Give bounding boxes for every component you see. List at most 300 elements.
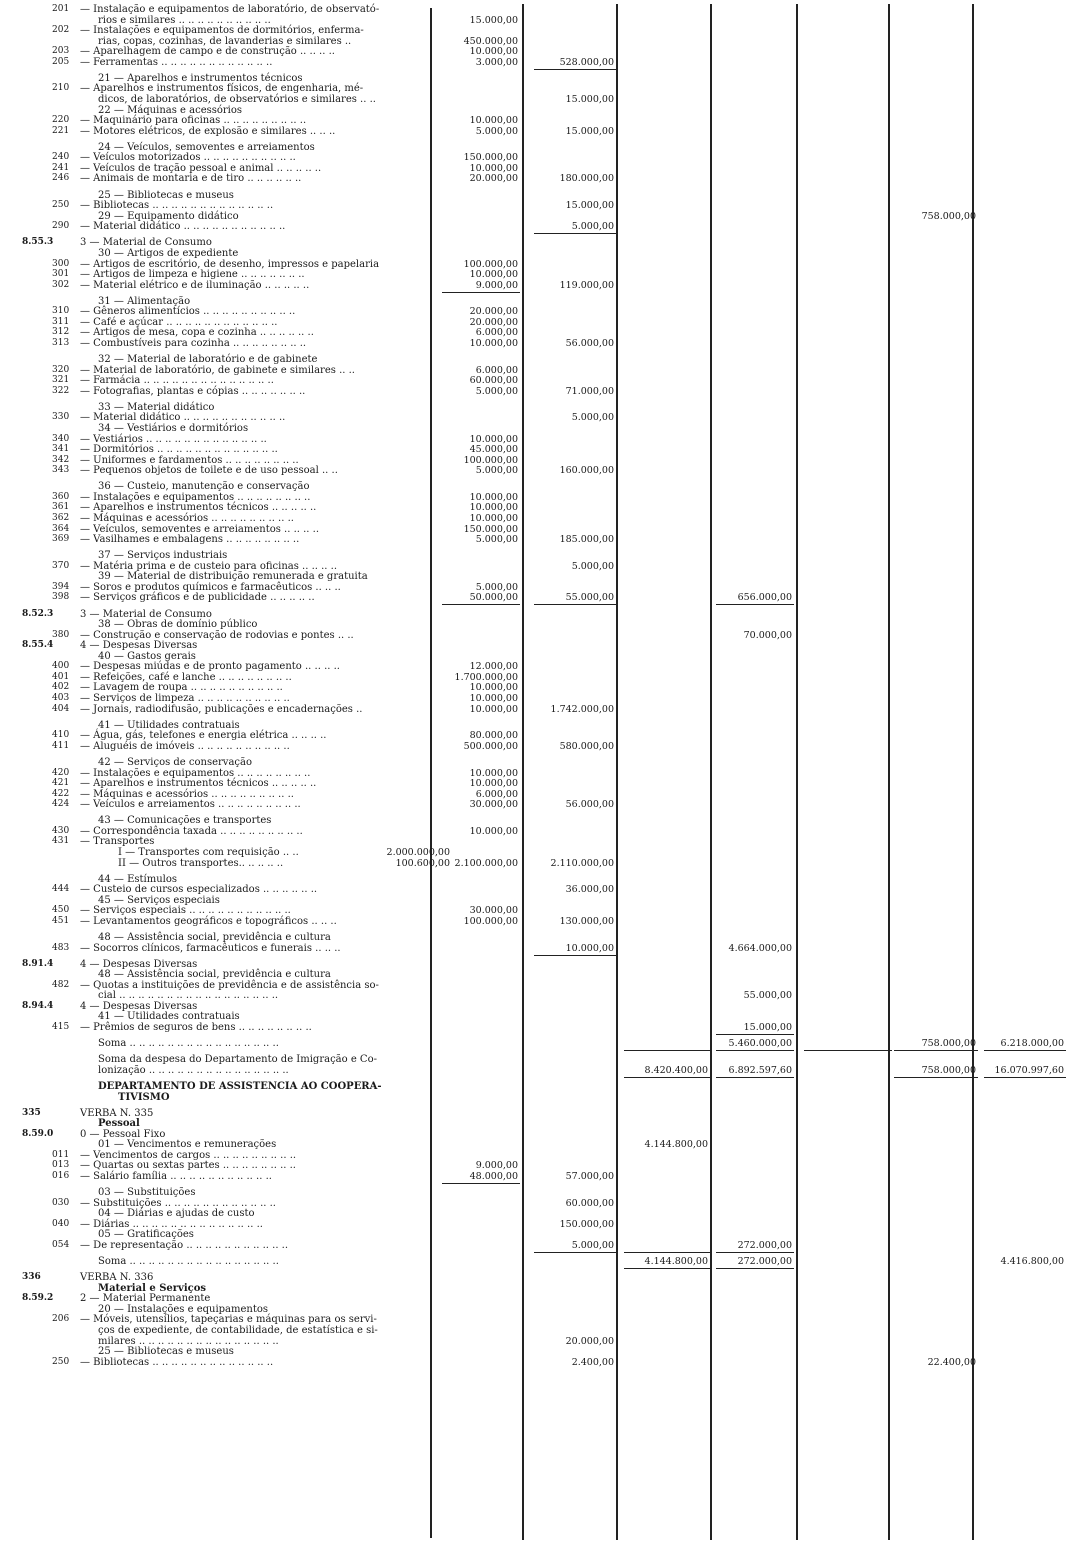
row-label: — Diárias .. .. .. .. .. .. .. .. .. .. .. .. .. .. [80, 1218, 263, 1230]
row-code: 341 [52, 444, 70, 455]
amount-cell: 15.000,00 [743, 1022, 792, 1033]
amount-cell: 3.000,00 [475, 56, 518, 68]
total-rule [442, 604, 520, 605]
row-label: — Artigos de mesa, copa e cozinha .. .. .. .. .. .. [80, 327, 314, 339]
total-rule [894, 1050, 978, 1051]
row-code: 241 [52, 162, 70, 173]
row-code: 402 [52, 682, 70, 693]
row-label: — Serviços gráficos e de publicidade .. .. .. .. .. [80, 592, 315, 604]
row-label: 3 — Material de Consumo [80, 237, 212, 249]
row-label: — Serviços especiais .. .. .. .. .. .. .. .. .. .. .. [80, 905, 291, 917]
row-label: VERBA N. 336 [80, 1272, 154, 1284]
row-code: 322 [52, 385, 70, 396]
row-code: 415 [52, 1022, 70, 1032]
column-rule [710, 4, 712, 1540]
row-label: — Serviços de limpeza .. .. .. .. .. .. .. .. .. .. [80, 693, 290, 704]
amount-cell: 10.000,00 [469, 491, 518, 503]
row-label: — Bibliotecas .. .. .. .. .. .. .. .. .. .. .. .. .. [80, 1356, 274, 1368]
row-label: 03 — Substituições [98, 1187, 196, 1199]
total-rule [534, 604, 616, 605]
amount-cell: 15.000,00 [565, 200, 614, 212]
row-label: 3 — Material de Consumo [80, 608, 212, 620]
amount-cell: 100.000,00 [463, 258, 518, 270]
row-label: 37 — Serviços industriais [98, 550, 228, 562]
amount-cell: 656.000,00 [737, 592, 792, 604]
row-code: 221 [52, 125, 70, 136]
row-label: 21 — Aparelhos e instrumentos técnicos [98, 72, 303, 84]
row-label: — Combustíveis para cozinha .. .. .. .. .. .. .. .. [80, 337, 307, 349]
row-code: 400 [52, 661, 70, 672]
total-rule [442, 1183, 520, 1184]
row-code: 411 [52, 740, 70, 751]
row-code: 246 [52, 173, 70, 184]
amount-cell: 5.000,00 [475, 125, 518, 137]
row-label: 48 — Assistência social, previdência e cultura [98, 932, 331, 943]
row-label: — Motores elétricos, de explosão e similares .. .. .. [80, 125, 336, 137]
row-label: 48 — Assistência social, previdência e cultura [98, 969, 331, 981]
row-code: 342 [52, 454, 70, 465]
row-label: — Instalações e equipamentos .. .. .. .. .. .. .. .. [80, 491, 311, 503]
amount-cell: 10.000,00 [565, 942, 614, 954]
row-code: 300 [52, 258, 70, 269]
row-label: 25 — Bibliotecas e museus [98, 189, 234, 201]
row-label: — Instalações e equipamentos de dormitórios, enferma- [80, 25, 364, 37]
row-label: — Café e açúcar .. .. .. .. .. .. .. .. .. .. .. .. [80, 316, 278, 328]
row-label: — Aluguéis de imóveis .. .. .. .. .. .. .. .. .. .. [80, 740, 290, 752]
row-label: — Uniformes e fardamentos .. .. .. .. .. .. .. .. [80, 454, 299, 466]
amount-cell: 100.000,00 [463, 454, 518, 466]
amount-cell: 100.000,00 [463, 915, 518, 927]
row-label: — Material didático .. .. .. .. .. .. .. .. .. .. .. [80, 221, 286, 233]
row-code: 290 [52, 221, 70, 232]
row-code: 330 [52, 412, 70, 423]
row-label: — Vencimentos de cargos .. .. .. .. .. .. .. .. .. [80, 1149, 297, 1161]
amount-cell: 4.664.000,00 [728, 942, 792, 954]
amount-cell: 10.000,00 [469, 269, 518, 281]
amount-cell: 55.000,00 [743, 990, 792, 1002]
row-label: 45 — Serviços especiais [98, 894, 220, 906]
row-label: 31 — Alimentação [98, 295, 191, 307]
row-label: — Veículos motorizados .. .. .. .. .. .. .. .. .. .. [80, 152, 296, 164]
amount-cell: 272.000,00 [737, 1239, 792, 1251]
amount-cell: 9.000,00 [475, 279, 518, 291]
amount-cell: 20.000,00 [469, 306, 518, 318]
row-label: Soma .. .. .. .. .. .. .. .. .. .. .. .. .. .. .. .. [98, 1256, 279, 1268]
amount-cell: 10.000,00 [469, 502, 518, 514]
row-label: dicos, de laboratórios, de observatórios e similares .. .. [98, 94, 376, 105]
column-rule [522, 4, 524, 1540]
row-label: VERBA N. 335 [80, 1107, 154, 1119]
total-rule [534, 955, 616, 956]
amount-cell: 130.000,00 [559, 915, 614, 927]
row-code: 301 [52, 269, 70, 280]
row-label: — Artigos de escritório, de desenho, impressos e papelaria [80, 258, 380, 270]
row-code: 450 [52, 905, 70, 916]
total-rule [534, 1252, 616, 1253]
total-rule [716, 1268, 794, 1269]
total-rule [534, 233, 616, 234]
row-code: 310 [52, 306, 70, 317]
total-rule [716, 1050, 794, 1051]
row-code: 340 [52, 433, 70, 444]
row-label: rias, copas, cozinhas, de lavanderias e similares .. [98, 35, 352, 47]
amount-cell: 160.000,00 [559, 465, 614, 477]
row-label: — Artigos de limpeza e higiene .. .. .. .. .. .. .. [80, 269, 305, 281]
row-code: 404 [52, 703, 70, 714]
row-code: 343 [52, 465, 70, 476]
amount-cell: 5.000,00 [475, 385, 518, 397]
amount-cell: 16.070.997,60 [994, 1064, 1064, 1076]
row-label: 05 — Gratificações [98, 1229, 194, 1241]
row-label: rios e similares .. .. .. .. .. .. .. .. .. .. [98, 14, 271, 26]
amount-cell: 758.000,00 [921, 1064, 976, 1076]
amount-cell: 36.000,00 [565, 884, 614, 896]
amount-cell: 5.460.000,00 [728, 1038, 792, 1050]
row-code: 030 [52, 1197, 70, 1208]
amount-cell: 10.000,00 [469, 433, 518, 445]
row-label: — Instalações e equipamentos .. .. .. .. .. .. .. .. [80, 767, 311, 779]
amount-cell: 60.000,00 [469, 375, 518, 387]
row-label: 29 — Equipamento didático [98, 210, 239, 222]
row-label: 30 — Artigos de expediente [98, 247, 239, 259]
row-label: ços de expediente, de contabilidade, de estatística e si- [98, 1324, 378, 1336]
row-code: 394 [52, 581, 70, 592]
amount-cell: 180.000,00 [559, 173, 614, 185]
row-code: 364 [52, 523, 70, 534]
row-code: 202 [52, 25, 70, 36]
total-rule [716, 1034, 794, 1035]
row-code: 8.55.3 [22, 237, 54, 248]
column-rule [796, 4, 798, 1540]
amount-cell: 2.000.000,00 [386, 846, 450, 858]
row-label: 34 — Vestiários e dormitórios [98, 423, 249, 434]
amount-cell: 57.000,00 [565, 1171, 614, 1182]
row-code: 380 [52, 629, 70, 640]
row-label: — Veículos, semoventes e arreiamentos .. .. .. .. [80, 523, 320, 535]
amount-cell: 56.000,00 [565, 799, 614, 811]
row-label: 4 — Despesas Diversas [80, 640, 198, 652]
row-code: 054 [52, 1239, 70, 1250]
row-code: 250 [52, 1356, 70, 1367]
amount-cell: 50.000,00 [469, 592, 518, 604]
row-label: 2 — Material Permanente [80, 1293, 211, 1305]
row-label: — Farmácia .. .. .. .. .. .. .. .. .. .. .. .. .. .. [80, 375, 274, 387]
row-label: — Substituições .. .. .. .. .. .. .. .. .. .. .. .. [80, 1197, 276, 1209]
row-label: — Máquinas e acessórios .. .. .. .. .. .. .. .. .. [80, 513, 294, 524]
amount-cell: 10.000,00 [469, 703, 518, 715]
amount-cell: 10.000,00 [469, 682, 518, 694]
amount-cell: 5.000,00 [571, 1239, 614, 1251]
row-label: 0 — Pessoal Fixo [80, 1128, 166, 1140]
row-label: 4 — Despesas Diversas [80, 1000, 198, 1012]
row-label: 01 — Vencimentos e remunerações [98, 1139, 277, 1151]
row-label: 22 — Máquinas e acessórios [98, 104, 243, 116]
row-label: 20 — Instalações e equipamentos [98, 1303, 269, 1315]
amount-cell: 6.218.000,00 [1000, 1038, 1064, 1050]
row-code: 312 [52, 327, 70, 338]
row-label: — Maquinário para oficinas .. .. .. .. .. .. .. .. .. [80, 115, 307, 127]
row-label: 4 — Despesas Diversas [80, 958, 198, 970]
row-label: — Vasilhames e embalagens .. .. .. .. .. .. .. .. [80, 534, 300, 546]
row-label: — Custeio de cursos especializados .. .. .. .. .. .. [80, 884, 318, 896]
amount-cell: 185.000,00 [559, 534, 614, 546]
total-rule [624, 1252, 710, 1253]
row-label: — Correspondência taxada .. .. .. .. .. .. .. .. .. [80, 825, 303, 837]
amount-cell: 100.600,00 [395, 857, 450, 869]
row-code: 320 [52, 364, 70, 375]
amount-cell: 4.416.800,00 [1000, 1256, 1064, 1268]
row-code: 201 [52, 4, 70, 14]
amount-cell: 580.000,00 [559, 740, 614, 752]
row-label: — Gêneros alimentícios .. .. .. .. .. .. .. .. .. .. [80, 306, 296, 318]
row-code: 311 [52, 316, 70, 327]
amount-cell: 48.000,00 [469, 1171, 518, 1182]
row-label: — Lavagem de roupa .. .. .. .. .. .. .. .. .. .. [80, 682, 283, 694]
row-label: — Veículos e arreiamentos .. .. .. .. .. .. .. .. .. [80, 799, 301, 811]
column-rule [972, 4, 974, 1540]
row-label: II — Outros transportes.. .. .. .. .. [118, 857, 284, 869]
row-label: — Animais de montaria e de tiro .. .. .. .. .. .. [80, 173, 302, 185]
row-label: 38 — Obras de domínio público [98, 619, 258, 631]
amount-cell: 15.000,00 [469, 14, 518, 26]
amount-cell: 272.000,00 [737, 1256, 792, 1268]
row-label: — Material didático .. .. .. .. .. .. .. .. .. .. .. [80, 412, 286, 424]
amount-cell: 5.000,00 [571, 412, 614, 424]
row-code: 8.55.4 [22, 640, 54, 651]
amount-cell: 150.000,00 [463, 152, 518, 164]
row-label: Soma .. .. .. .. .. .. .. .. .. .. .. .. .. .. .. .. [98, 1038, 279, 1050]
amount-cell: 10.000,00 [469, 337, 518, 349]
row-code: 206 [52, 1314, 70, 1325]
row-code: 8.94.4 [22, 1000, 54, 1011]
row-code: 483 [52, 942, 70, 953]
row-code: 421 [52, 778, 70, 789]
amount-cell: 9.000,00 [475, 1160, 518, 1172]
row-code: 210 [52, 83, 70, 94]
total-rule [716, 1077, 794, 1078]
amount-cell: 10.000,00 [469, 778, 518, 790]
row-label: — Vestiários .. .. .. .. .. .. .. .. .. .. .. .. .. [80, 433, 267, 445]
row-label: 44 — Estímulos [98, 873, 178, 885]
row-code: 8.59.2 [22, 1293, 54, 1304]
row-code: 444 [52, 884, 70, 895]
total-rule [894, 1077, 978, 1078]
row-code: 016 [52, 1171, 70, 1181]
amount-cell: 45.000,00 [469, 444, 518, 456]
amount-cell: 1.700.000,00 [454, 671, 518, 683]
row-code: 451 [52, 915, 70, 926]
amount-cell: 5.000,00 [475, 581, 518, 593]
amount-cell: 30.000,00 [469, 799, 518, 811]
row-code: 369 [52, 534, 70, 545]
total-rule [624, 1268, 710, 1269]
row-label: — Levantamentos geográficos e topográficos .. .. .. [80, 915, 337, 927]
amount-cell: 758.000,00 [921, 1038, 976, 1050]
row-label: — Material elétrico e de iluminação .. .. .. .. .. [80, 279, 310, 291]
row-label: 32 — Material de laboratório e de gabinete [98, 354, 318, 366]
amount-cell: 20.000,00 [565, 1335, 614, 1347]
total-rule [716, 1252, 794, 1253]
amount-cell: 758.000,00 [921, 210, 976, 222]
total-rule [624, 1077, 710, 1078]
row-label: — Aparelhos e instrumentos físicos, de engenharia, mé- [80, 83, 364, 95]
amount-cell: 10.000,00 [469, 162, 518, 174]
amount-cell: 30.000,00 [469, 905, 518, 917]
row-code: 424 [52, 799, 70, 810]
amount-cell: 6.000,00 [475, 364, 518, 376]
total-rule [984, 1077, 1066, 1078]
row-code: 040 [52, 1218, 70, 1229]
row-label: I — Transportes com requisição .. .. [118, 846, 299, 858]
row-label: — Dormitórios .. .. .. .. .. .. .. .. .. .. .. .. .. [80, 444, 278, 456]
amount-cell: 150.000,00 [463, 523, 518, 535]
row-label: — Ferramentas .. .. .. .. .. .. .. .. .. .. .. .. [80, 56, 273, 68]
row-label: lonização .. .. .. .. .. .. .. .. .. .. .. .. .. .. .. [98, 1064, 289, 1076]
row-label: — Aparelhos e instrumentos técnicos .. .. .. .. .. [80, 502, 317, 514]
amount-cell: 5.000,00 [475, 534, 518, 546]
amount-cell: 450.000,00 [463, 35, 518, 47]
row-label: 33 — Material didático [98, 401, 215, 413]
total-rule [534, 69, 616, 70]
row-label: Soma da despesa do Departamento de Imigração e Co- [98, 1054, 377, 1066]
row-code: 220 [52, 115, 70, 126]
amount-cell: 6.000,00 [475, 788, 518, 800]
row-label: Pessoal [98, 1118, 140, 1130]
row-label: — Água, gás, telefones e energia elétrica .. .. .. .. [80, 730, 327, 742]
amount-cell: 4.144.800,00 [644, 1139, 708, 1151]
row-code: 8.91.4 [22, 958, 54, 969]
amount-cell: 10.000,00 [469, 825, 518, 837]
row-label: — Matéria prima e de custeio para oficinas .. .. .. .. [80, 560, 337, 572]
row-code: 302 [52, 279, 70, 290]
amount-cell: 500.000,00 [463, 740, 518, 752]
row-label: — Máquinas e acessórios .. .. .. .. .. .. .. .. .. [80, 788, 294, 800]
amount-cell: 6.892.597,60 [728, 1064, 792, 1076]
row-label: — Jornais, radiodifusão, publicações e encadernações .. [80, 703, 363, 715]
amount-cell: 71.000,00 [565, 385, 614, 397]
row-code: 482 [52, 979, 70, 990]
row-code: 313 [52, 337, 70, 348]
row-code: 203 [52, 46, 70, 57]
row-label: 36 — Custeio, manutenção e conservação [98, 481, 310, 493]
row-label: — Prêmios de seguros de bens .. .. .. .. .. .. .. .. [80, 1022, 312, 1033]
amount-cell: 10.000,00 [469, 46, 518, 58]
row-code: 362 [52, 513, 70, 523]
row-label: — Salário família .. .. .. .. .. .. .. .. .. .. .. [80, 1171, 272, 1182]
row-code: 240 [52, 152, 70, 163]
row-code: 370 [52, 560, 70, 571]
row-code: 336 [22, 1272, 41, 1283]
row-label: — De representação .. .. .. .. .. .. .. .. .. .. .. [80, 1239, 289, 1251]
column-rule [888, 4, 890, 1540]
row-label: — Quotas a instituições de previdência e de assistência so- [80, 979, 379, 991]
row-label: cial .. .. .. .. .. .. .. .. .. .. .. .. .. .. .. .. .. [98, 990, 279, 1002]
row-label: — Despesas miúdas e de pronto pagamento .. .. .. .. [80, 661, 340, 673]
amount-cell: 5.000,00 [571, 221, 614, 233]
total-rule [442, 292, 520, 293]
row-label: — Refeições, café e lanche .. .. .. .. .. .. .. .. [80, 671, 292, 683]
row-code: 013 [52, 1160, 70, 1171]
row-label: — Socorros clínicos, farmacêuticos e funerais .. .. .. [80, 942, 341, 954]
row-label: 04 — Diárias e ajudas de custo [98, 1208, 255, 1220]
row-label: 24 — Veículos, semoventes e arreiamentos [98, 141, 315, 153]
row-label: — Transportes [80, 836, 155, 848]
row-label: 39 — Material de distribuição remunerada e gratuita [98, 571, 368, 583]
amount-cell: 10.000,00 [469, 513, 518, 524]
row-label: DEPARTAMENTO DE ASSISTENCIA AO COOPERA- [98, 1081, 382, 1092]
row-label: — Aparelhos e instrumentos técnicos .. .. .. .. .. [80, 778, 317, 790]
row-code: 321 [52, 375, 70, 386]
amount-cell: 2.400,00 [571, 1356, 614, 1368]
row-label: milares .. .. .. .. .. .. .. .. .. .. .. .. .. .. .. [98, 1335, 279, 1347]
row-label: 40 — Gastos gerais [98, 650, 196, 662]
amount-cell: 15.000,00 [565, 94, 614, 105]
row-code: 360 [52, 491, 70, 502]
row-code: 401 [52, 671, 70, 682]
amount-cell: 10.000,00 [469, 693, 518, 704]
amount-cell: 5.000,00 [571, 560, 614, 572]
amount-cell: 22.400,00 [927, 1356, 976, 1368]
row-code: 8.59.0 [22, 1128, 54, 1139]
column-rule [430, 8, 432, 1538]
amount-cell: 528.000,00 [559, 56, 614, 68]
amount-cell: 10.000,00 [469, 767, 518, 779]
row-code: 431 [52, 836, 70, 847]
row-label: Material e Serviços [98, 1282, 207, 1294]
row-label: — Móveis, utensílios, tapeçarias e máquinas para os servi- [80, 1314, 377, 1326]
row-code: 410 [52, 730, 70, 741]
amount-cell: 2.110.000,00 [550, 857, 614, 869]
amount-cell: 20.000,00 [469, 173, 518, 185]
amount-cell: 20.000,00 [469, 316, 518, 328]
amount-cell: 8.420.400,00 [644, 1064, 708, 1076]
row-label: — Aparelhagem de campo e de construção .. .. .. .. [80, 46, 335, 58]
row-label: 41 — Utilidades contratuais [98, 719, 240, 731]
row-label: — Quartas ou sextas partes .. .. .. .. .. .. .. .. [80, 1160, 296, 1172]
row-label: — Material de laboratório, de gabinete e similares .. .. [80, 364, 355, 376]
total-rule [804, 1050, 892, 1051]
row-label: TIVISMO [118, 1091, 170, 1103]
row-label: — Soros e produtos químicos e farmacêuticos .. .. .. [80, 581, 341, 593]
amount-cell: 4.144.800,00 [644, 1256, 708, 1268]
amount-cell: 56.000,00 [565, 337, 614, 349]
row-code: 011 [52, 1149, 70, 1160]
amount-cell: 1.742.000,00 [550, 703, 614, 715]
row-code: 335 [22, 1107, 41, 1118]
row-code: 361 [52, 502, 70, 513]
row-code: 398 [52, 592, 70, 603]
row-label: 43 — Comunicações e transportes [98, 815, 272, 827]
amount-cell: 119.000,00 [559, 279, 614, 291]
row-code: 205 [52, 56, 70, 67]
row-label: — Pequenos objetos de toilete e de uso pessoal .. .. [80, 465, 338, 477]
column-rule [616, 4, 618, 1540]
amount-cell: 10.000,00 [469, 115, 518, 127]
row-label: — Veículos de tração pessoal e animal .. .. .. .. .. [80, 162, 322, 174]
total-rule [624, 1050, 710, 1051]
total-rule [716, 604, 794, 605]
amount-cell: 15.000,00 [565, 125, 614, 137]
row-code: 403 [52, 693, 70, 703]
row-label: — Instalação e equipamentos de laboratório, de observató- [80, 4, 380, 15]
row-code: 8.52.3 [22, 608, 54, 619]
row-code: 422 [52, 788, 70, 799]
total-rule [984, 1050, 1066, 1051]
amount-cell: 6.000,00 [475, 327, 518, 339]
row-code: 430 [52, 825, 70, 836]
amount-cell: 2.100.000,00 [454, 857, 518, 869]
row-label: — Fotografias, plantas e cópias .. .. .. .. .. .. .. [80, 385, 306, 397]
